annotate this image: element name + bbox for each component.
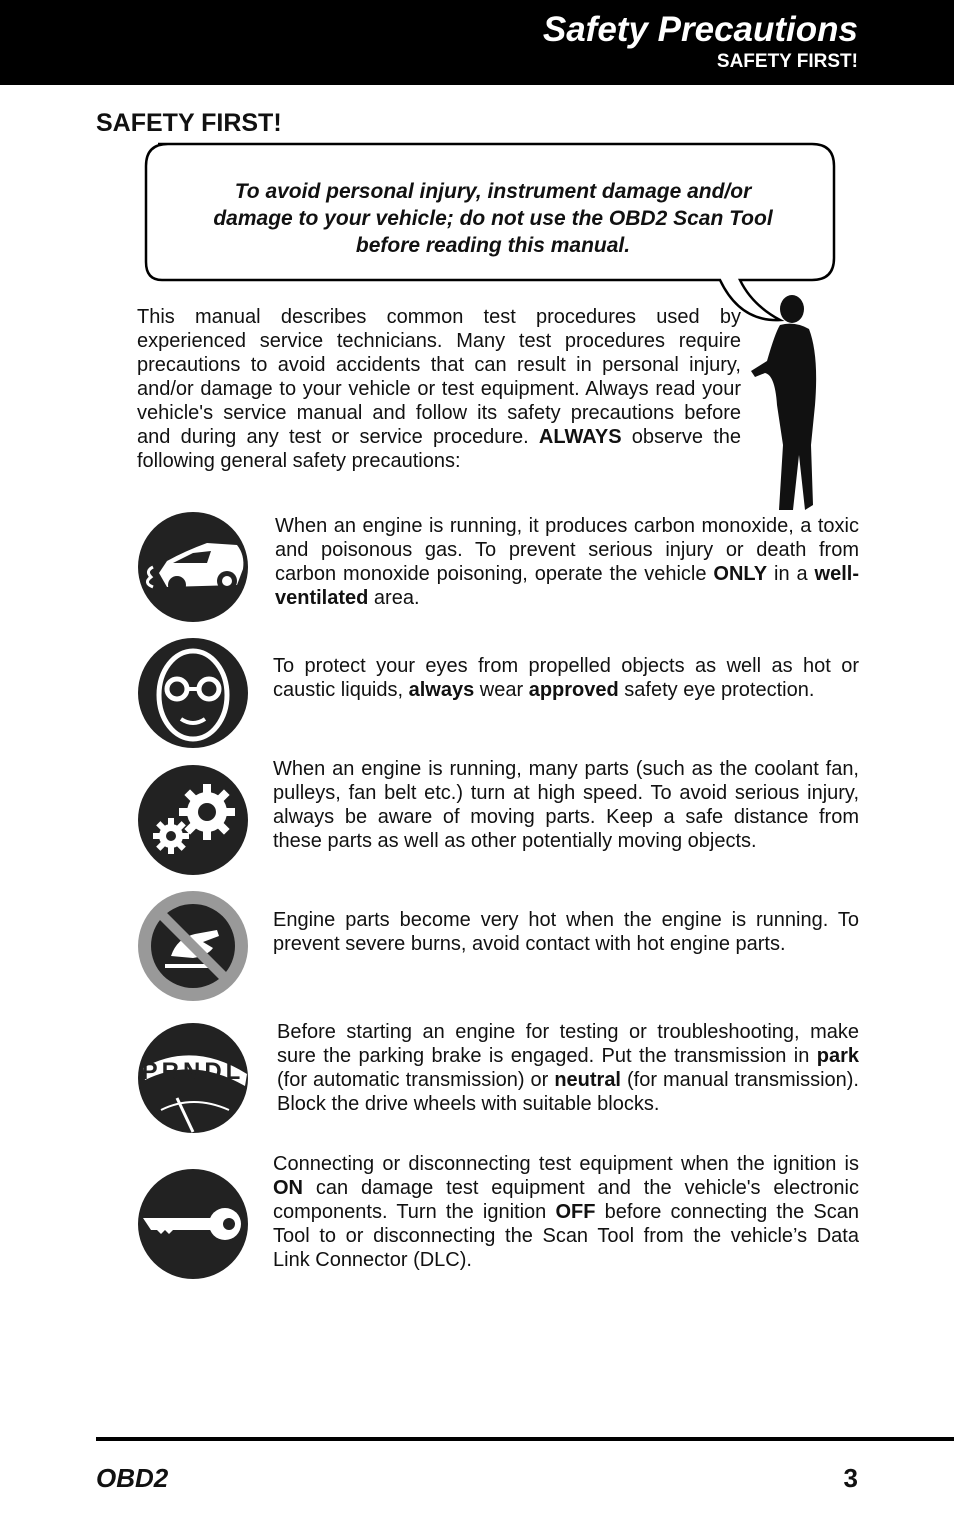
- technician-silhouette-icon: [735, 295, 825, 515]
- header-subtitle: SAFETY FIRST!: [716, 51, 858, 72]
- precaution-text: Connecting or disconnecting test equipment when the ignition is ON can damage test equipment and the vehicle's electronic components. Turn the ignition OFF before connecting the Scan Tool to or disconnecting the Scan Tool from the vehicle’s Data Link Connector (DLC).: [273, 1153, 859, 1271]
- intro-text-end: observe the following general safety precautions:: [137, 426, 741, 472]
- ignition-key-icon: [137, 1168, 249, 1280]
- intro-paragraph: [137, 305, 741, 473]
- gears-icon: [137, 764, 249, 876]
- precaution-text: To protect your eyes from propelled objects as well as hot or caustic liquids, always wear approved safety eye protection.: [273, 655, 859, 701]
- footer-product-name: OBD2: [96, 1463, 169, 1493]
- prndl-label: PRNDL: [141, 1058, 245, 1085]
- page-number: 3: [843, 1463, 858, 1493]
- gear-selector-prndl-icon: [137, 1022, 252, 1134]
- footer-divider: [96, 1437, 954, 1441]
- page-header: [0, 0, 954, 85]
- warning-line-1: To avoid personal injury, instrument damage and/or: [234, 180, 752, 203]
- safety-goggles-icon: [137, 637, 249, 749]
- precaution-text: When an engine is running, it produces carbon monoxide, a toxic and poisonous gas. To prevent serious injury or death from carbon monoxide poisoning, operate the vehicle ONLY in a well-ventilated area.: [275, 515, 859, 609]
- precaution-text: Before starting an engine for testing or troubleshooting, make sure the parking brake is engaged. Put the transmission in park (for automatic transmission) or neutral (for manual transmission). Block the drive wheels with suitable blocks.: [277, 1021, 859, 1115]
- precaution-text: When an engine is running, many parts (such as the coolant fan, pulleys, fan belt etc.) turn at high speed. To avoid serious injury, always be aware of moving parts. Keep a safe distance from these parts as well as other potentially moving objects.: [273, 758, 859, 852]
- car-exhaust-icon: [137, 511, 249, 623]
- header-title: Safety Precautions: [542, 10, 858, 49]
- warning-line-2: damage to your vehicle; do not use the OBD2 Scan Tool: [213, 207, 773, 230]
- precaution-text: Engine parts become very hot when the engine is running. To prevent severe burns, avoid contact with hot engine parts.: [273, 909, 859, 955]
- section-heading: SAFETY FIRST!: [96, 109, 282, 137]
- warning-bubble-text: [170, 178, 816, 259]
- intro-text: This manual describes common test procedures used by experienced service technicians. Many test procedures require precautions to avoid accidents that can result in personal injury, and/or damage to your vehicle or test equipment. Always read your vehicle's service manual and follow its safety precautions before and during any test or service procedure.: [137, 306, 741, 448]
- no-touch-hot-surface-icon: [137, 890, 249, 1002]
- intro-emphasis: ALWAYS: [538, 426, 622, 448]
- warning-line-3: before reading this manual.: [355, 234, 631, 257]
